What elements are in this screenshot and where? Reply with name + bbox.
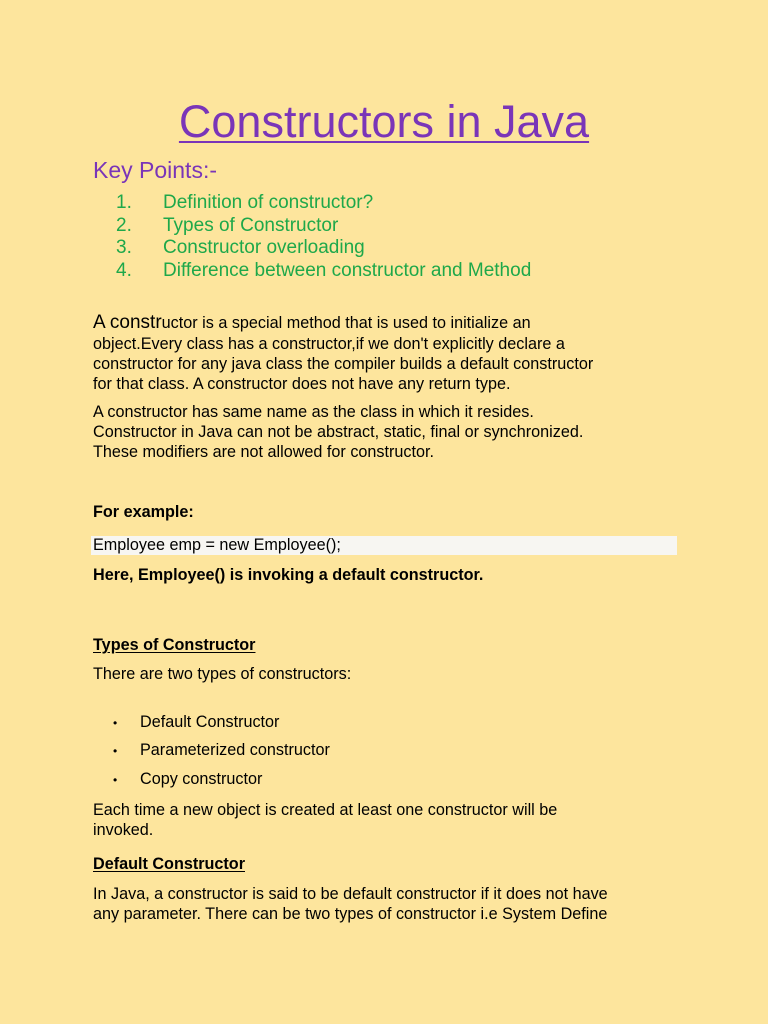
types-list xyxy=(113,709,330,794)
example-note: Here, Employee() is invoking a default constructor. xyxy=(93,566,484,584)
list-item xyxy=(113,766,330,794)
intro-line-3: constructor for any java class the compiler builds a default constructor xyxy=(93,355,594,373)
types-after-line-2: invoked. xyxy=(93,821,154,839)
list-item-number: 1. xyxy=(116,192,132,213)
bullet-icon: • xyxy=(113,772,118,787)
list-item-text: Types of Constructor xyxy=(163,214,339,236)
types-intro: There are two types of constructors: xyxy=(93,665,352,683)
list-item-text: Default Constructor xyxy=(140,713,280,731)
code-snippet: Employee emp = new Employee(); xyxy=(93,536,341,554)
list-item-text: Definition of constructor? xyxy=(163,192,374,213)
intro-line-4: for that class. A constructor does not have any return type. xyxy=(93,375,511,393)
key-points-list xyxy=(116,192,531,282)
types-heading: Types of Constructor xyxy=(93,636,256,654)
intro-line-2: object.Every class has a constructor,if we don't explicitly declare a xyxy=(93,335,565,353)
list-item-text: Difference between constructor and Method xyxy=(163,259,532,281)
list-item-text: Constructor overloading xyxy=(163,237,365,258)
list-item xyxy=(116,237,531,260)
list-item xyxy=(113,737,330,765)
intro-lead: A constr xyxy=(93,312,162,333)
list-item xyxy=(116,260,531,283)
intro-line-1 xyxy=(93,313,531,333)
list-item-text: Copy constructor xyxy=(140,769,263,788)
para2-line-3: These modifiers are not allowed for constructor. xyxy=(93,443,434,461)
para2-line-2: Constructor in Java can not be abstract, static, final or synchronized. xyxy=(93,423,584,441)
page-title: Constructors in Java xyxy=(178,96,590,147)
para2-line-1: A constructor has same name as the class in which it resides. xyxy=(93,403,534,421)
list-item xyxy=(116,192,531,215)
list-item-text: Parameterized constructor xyxy=(140,741,330,760)
default-constructor-line-2: any parameter. There can be two types of constructor i.e System Define xyxy=(93,905,608,923)
example-heading: For example: xyxy=(93,503,194,521)
default-constructor-heading: Default Constructor xyxy=(93,855,245,873)
bullet-icon: • xyxy=(113,716,118,730)
types-after-line-1: Each time a new object is created at least one constructor will be xyxy=(93,801,558,819)
list-item-number: 2. xyxy=(116,214,132,236)
list-item-number: 4. xyxy=(116,259,132,281)
key-points-heading: Key Points:- xyxy=(93,157,217,183)
intro-line-1-rest: uctor is a special method that is used to initialize an xyxy=(161,314,531,332)
default-constructor-line-1: In Java, a constructor is said to be default constructor if it does not have xyxy=(93,885,608,903)
list-item-number: 3. xyxy=(116,237,132,258)
list-item xyxy=(113,709,330,737)
bullet-icon: • xyxy=(113,744,118,759)
list-item xyxy=(116,215,531,238)
